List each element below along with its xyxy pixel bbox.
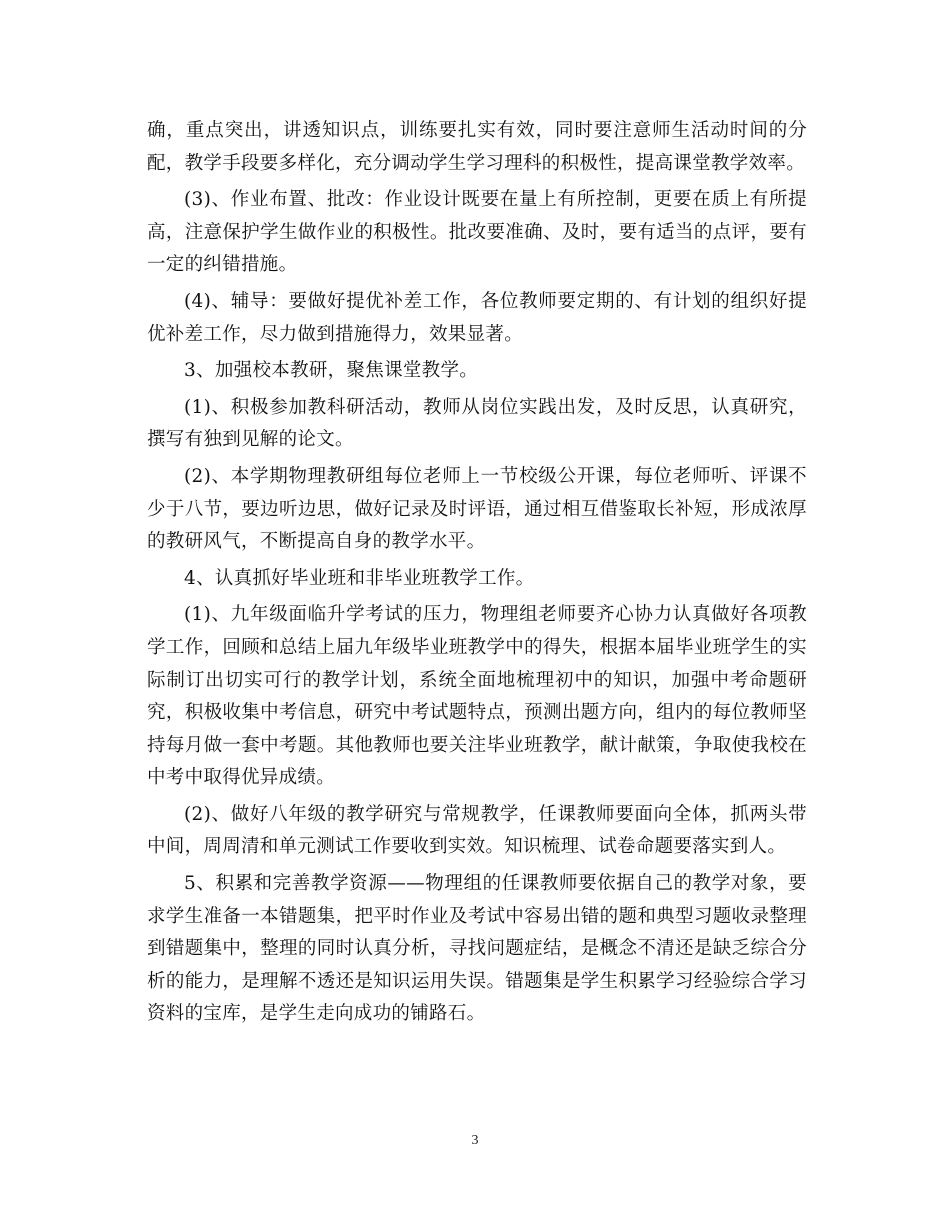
paragraph-item-4-tutoring: (4)、辅导：要做好提优补差工作，各位教师要定期的、有计划的组织好提优补差工作，尽力做到措施得力，效果显著。 [147,290,807,345]
page-number: 3 [471,1133,479,1148]
section-heading-3: 3、加强校本教研，聚焦课堂教学。 [184,360,479,382]
section-5-resources: 5、积累和完善教学资源——物理组的任课教师要依据自己的教学对象，要求学生准备一本错题集，把平时作业及考试中容易出错的题和典型习题收录整理到错题集中，整理的同时认真分析，寻找问题症结，是概念不清还是缺乏综合分析的能力，是理解不透还是知识运用失误。错题集是学生积累学习经验综合学习资料的宝库，是学生走向成功的铺路石。 [147,873,807,1025]
paragraph-item-1-grade9: (1)、九年级面临升学考试的压力，物理组老师要齐心协力认真做好各项教学工作，回顾和总结上届九年级毕业班教学中的得失，根据本届毕业班学生的实际制订出切实可行的教学计划，系统全面地梳理初中的知识，加强中考命题研究，积极收集中考信息，研究中考试题特点，预测出题方向，组内的每位教师坚持每月做一套中考题。其他教师也要关注毕业班教学，献计献策，争取使我校在中考中取得优异成绩。 [147,604,807,789]
paragraph-item-2-grade8: (2)、做好八年级的教学研究与常规教学，任课教师要面向全体，抓两头带中间，周周清和单元测试工作要收到实效。知识梳理、试卷命题要落实到人。 [147,803,807,858]
paragraph-continuation: 确，重点突出，讲透知识点，训练要扎实有效，同时要注意师生活动时间的分配，教学手段要多样化，充分调动学生学习理科的积极性，提高课堂教学效率。 [147,120,807,174]
paragraph-item-3-homework: (3)、作业布置、批改：作业设计既要在量上有所控制，更要在质上有所提高，注意保护学生做作业的积极性。批改要准确、及时，要有适当的点评，要有一定的纠错措施。 [147,189,807,276]
paragraph-item-2-open-class: (2)、本学期物理教研组每位老师上一节校级公开课，每位老师听、评课不少于八节，要边听边思，做好记录及时评语，通过相互借鉴取长补短，形成浓厚的教研风气，不断提高自身的教学水平。 [147,465,807,553]
paragraph-item-1-research: (1)、积极参加教科研活动，教师从岗位实践出发，及时反思，认真研究，撰写有独到见解的论文。 [147,396,807,451]
section-heading-4: 4、认真抓好毕业班和非毕业班教学工作。 [184,567,535,589]
body-text [147,115,807,1035]
